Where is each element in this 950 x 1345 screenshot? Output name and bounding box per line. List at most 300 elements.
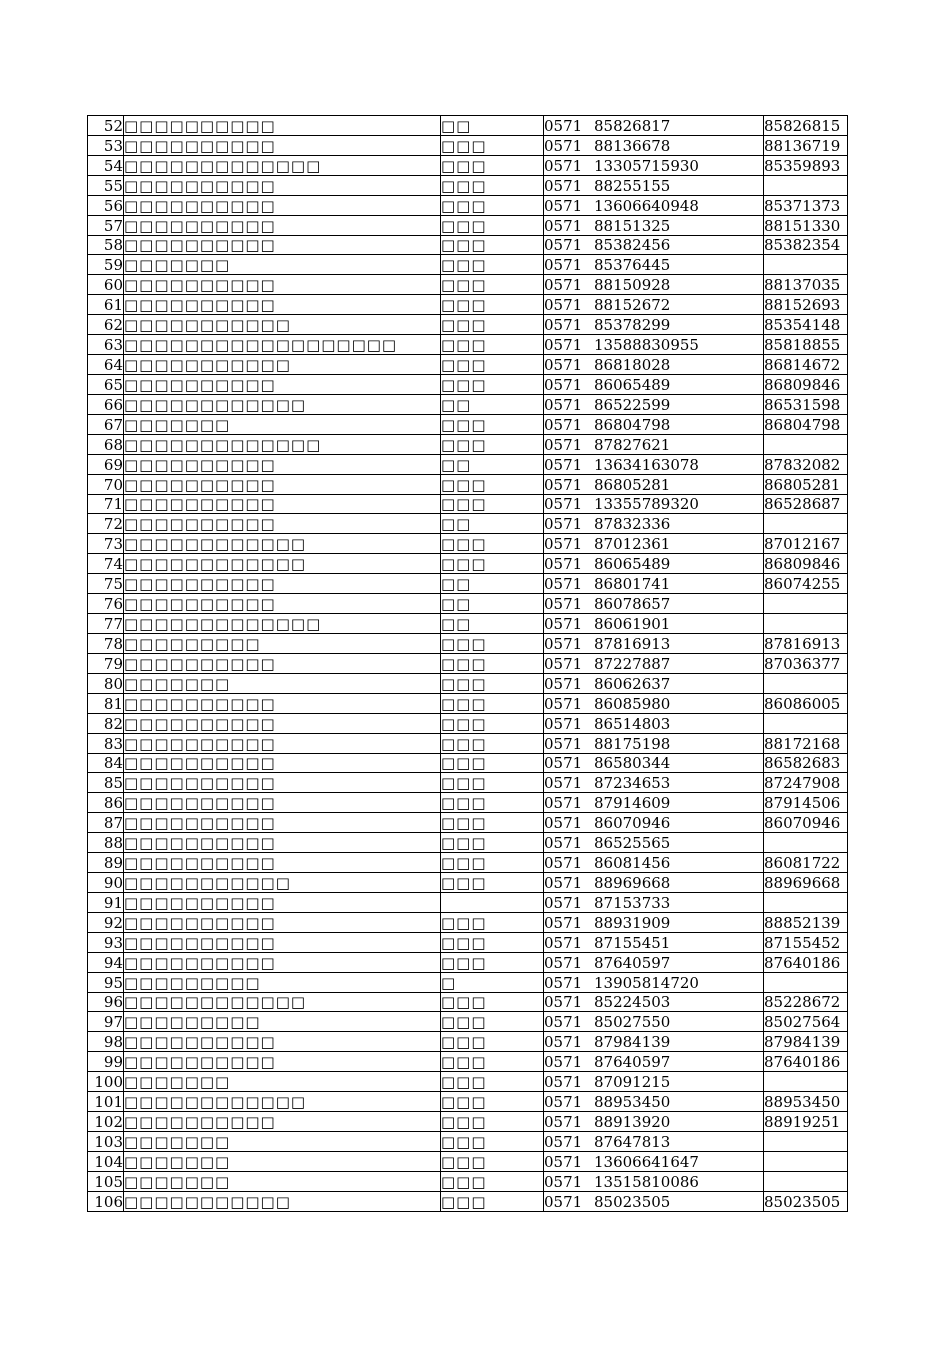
fax-number: 85354148 xyxy=(764,315,848,335)
contact-person: □□□ xyxy=(441,275,544,295)
phone-digits: 13905814720 xyxy=(594,973,699,992)
contact-person: □□ xyxy=(441,116,544,136)
fax-number xyxy=(764,892,848,912)
table-row xyxy=(88,155,848,175)
fax-number: 86531598 xyxy=(764,394,848,414)
table-row xyxy=(88,1112,848,1132)
phone-number xyxy=(544,295,764,315)
table-row xyxy=(88,275,848,295)
phone-number xyxy=(544,892,764,912)
fax-number xyxy=(764,833,848,853)
contact-person: □□□ xyxy=(441,673,544,693)
area-code: 0571 xyxy=(544,236,583,255)
phone-digits: 86580344 xyxy=(594,754,671,773)
area-code: 0571 xyxy=(544,973,583,992)
fax-number xyxy=(764,1072,848,1092)
area-code: 0571 xyxy=(544,854,583,873)
phone-digits: 86522599 xyxy=(594,395,671,414)
phone-number xyxy=(544,175,764,195)
phone-number xyxy=(544,514,764,534)
company-name: □□□□□□□□□□□□ xyxy=(124,394,441,414)
table-row xyxy=(88,534,848,554)
table-row xyxy=(88,474,848,494)
fax-number: 87914506 xyxy=(764,793,848,813)
row-number: 53 xyxy=(88,135,124,155)
phone-digits: 86805281 xyxy=(594,475,671,494)
area-code: 0571 xyxy=(544,196,583,215)
table-row xyxy=(88,434,848,454)
row-number: 94 xyxy=(88,952,124,972)
fax-number: 86528687 xyxy=(764,494,848,514)
contact-person: □□□ xyxy=(441,155,544,175)
phone-number xyxy=(544,1171,764,1191)
phone-digits: 86062637 xyxy=(594,674,671,693)
table-row xyxy=(88,753,848,773)
company-name: □□□□□□□□□□ xyxy=(124,773,441,793)
contact-person: □□□ xyxy=(441,1191,544,1211)
row-number: 98 xyxy=(88,1032,124,1052)
phone-digits: 88175198 xyxy=(594,734,671,753)
area-code: 0571 xyxy=(544,375,583,394)
row-number: 59 xyxy=(88,255,124,275)
company-name: □□□□□□□□□□ xyxy=(124,912,441,932)
area-code: 0571 xyxy=(544,475,583,494)
fax-number: 85382354 xyxy=(764,235,848,255)
fax-number: 88152693 xyxy=(764,295,848,315)
phone-number xyxy=(544,693,764,713)
phone-number xyxy=(544,793,764,813)
contact-person: □□□ xyxy=(441,1032,544,1052)
phone-digits: 85382456 xyxy=(594,236,671,255)
area-code: 0571 xyxy=(544,515,583,534)
contact-person: □□□ xyxy=(441,494,544,514)
contact-person: □□□ xyxy=(441,554,544,574)
table-row xyxy=(88,892,848,912)
table-row xyxy=(88,673,848,693)
phone-number xyxy=(544,713,764,733)
phone-digits: 85023505 xyxy=(594,1192,671,1211)
phone-number xyxy=(544,494,764,514)
phone-number xyxy=(544,454,764,474)
company-name: □□□□□□□□□□□□ xyxy=(124,534,441,554)
phone-digits: 86065489 xyxy=(594,555,671,574)
phone-number xyxy=(544,614,764,634)
table-row xyxy=(88,733,848,753)
fax-number: 86582683 xyxy=(764,753,848,773)
fax-number: 86804798 xyxy=(764,414,848,434)
area-code: 0571 xyxy=(544,1172,583,1191)
contact-person: □□□ xyxy=(441,633,544,653)
contact-person: □ xyxy=(441,972,544,992)
company-name: □□□□□□□□□□ xyxy=(124,892,441,912)
row-number: 105 xyxy=(88,1171,124,1191)
phone-digits: 86065489 xyxy=(594,375,671,394)
row-number: 64 xyxy=(88,355,124,375)
company-name: □□□□□□□□□□ xyxy=(124,693,441,713)
row-number: 71 xyxy=(88,494,124,514)
phone-number xyxy=(544,434,764,454)
contact-person: □□□ xyxy=(441,255,544,275)
fax-number: 88969668 xyxy=(764,873,848,893)
row-number: 78 xyxy=(88,633,124,653)
phone-digits: 88953450 xyxy=(594,1093,671,1112)
row-number: 102 xyxy=(88,1112,124,1132)
company-name: □□□□□□□□□□ xyxy=(124,275,441,295)
phone-digits: 87227887 xyxy=(594,654,671,673)
table-row xyxy=(88,1132,848,1152)
area-code: 0571 xyxy=(544,834,583,853)
phone-number xyxy=(544,474,764,494)
area-code: 0571 xyxy=(544,933,583,952)
company-name: □□□□□□□□□□ xyxy=(124,793,441,813)
area-code: 0571 xyxy=(544,794,583,813)
table-row xyxy=(88,912,848,932)
area-code: 0571 xyxy=(544,116,583,135)
contact-person: □□□ xyxy=(441,135,544,155)
contact-person: □□□ xyxy=(441,434,544,454)
table-row xyxy=(88,932,848,952)
contact-person: □□□ xyxy=(441,793,544,813)
contact-person: □□□ xyxy=(441,773,544,793)
area-code: 0571 xyxy=(544,774,583,793)
fax-number: 88919251 xyxy=(764,1112,848,1132)
phone-number xyxy=(544,1191,764,1211)
fax-number: 86814672 xyxy=(764,355,848,375)
contact-person: □□□ xyxy=(441,195,544,215)
row-number: 52 xyxy=(88,116,124,136)
table-row xyxy=(88,713,848,733)
row-number: 68 xyxy=(88,434,124,454)
area-code: 0571 xyxy=(544,1113,583,1132)
phone-number xyxy=(544,374,764,394)
fax-number: 87012167 xyxy=(764,534,848,554)
contact-person: □□□ xyxy=(441,1112,544,1132)
row-number: 97 xyxy=(88,1012,124,1032)
phone-digits: 85378299 xyxy=(594,316,671,335)
table-row xyxy=(88,315,848,335)
area-code: 0571 xyxy=(544,1152,583,1171)
phone-digits: 87153733 xyxy=(594,893,671,912)
row-number: 101 xyxy=(88,1092,124,1112)
area-code: 0571 xyxy=(544,216,583,235)
table-row xyxy=(88,793,848,813)
company-name: □□□□□□□ xyxy=(124,414,441,434)
company-name: □□□□□□□□□□ xyxy=(124,753,441,773)
table-row xyxy=(88,135,848,155)
company-name: □□□□□□□□□□ xyxy=(124,574,441,594)
fax-number xyxy=(764,175,848,195)
company-name: □□□□□□□ xyxy=(124,255,441,275)
phone-digits: 88151325 xyxy=(594,216,671,235)
area-code: 0571 xyxy=(544,953,583,972)
fax-number: 87832082 xyxy=(764,454,848,474)
area-code: 0571 xyxy=(544,754,583,773)
company-name: □□□□□□□□□□□□□□□□□□ xyxy=(124,335,441,355)
table-row xyxy=(88,116,848,136)
company-name: □□□□□□□□□□ xyxy=(124,733,441,753)
row-number: 93 xyxy=(88,932,124,952)
contact-person: □□□ xyxy=(441,374,544,394)
table-row xyxy=(88,1032,848,1052)
row-number: 54 xyxy=(88,155,124,175)
table-row xyxy=(88,594,848,614)
row-number: 88 xyxy=(88,833,124,853)
table-row xyxy=(88,992,848,1012)
company-name: □□□□□□□□□□ xyxy=(124,215,441,235)
phone-number xyxy=(544,554,764,574)
phone-number xyxy=(544,116,764,136)
phone-digits: 87827621 xyxy=(594,435,671,454)
table-row xyxy=(88,414,848,434)
area-code: 0571 xyxy=(544,1192,583,1211)
area-code: 0571 xyxy=(544,893,583,912)
contact-person: □□□ xyxy=(441,215,544,235)
fax-number xyxy=(764,673,848,693)
phone-number xyxy=(544,853,764,873)
table-row xyxy=(88,633,848,653)
fax-number: 87640186 xyxy=(764,1052,848,1072)
phone-number xyxy=(544,912,764,932)
company-name: □□□□□□□ xyxy=(124,1151,441,1171)
phone-digits: 86085980 xyxy=(594,694,671,713)
contact-person: □□ xyxy=(441,454,544,474)
table-row xyxy=(88,1052,848,1072)
phone-digits: 86081456 xyxy=(594,854,671,873)
phone-number xyxy=(544,315,764,335)
table-row xyxy=(88,215,848,235)
phone-digits: 87914609 xyxy=(594,794,671,813)
contact-person: □□□ xyxy=(441,932,544,952)
contact-person: □□□ xyxy=(441,235,544,255)
company-name: □□□□□□□□□ xyxy=(124,633,441,653)
row-number: 74 xyxy=(88,554,124,574)
phone-digits: 13588830955 xyxy=(594,336,699,355)
contact-person xyxy=(441,892,544,912)
row-number: 90 xyxy=(88,873,124,893)
phone-number xyxy=(544,335,764,355)
table-row xyxy=(88,853,848,873)
fax-number: 86086005 xyxy=(764,693,848,713)
phone-digits: 87155451 xyxy=(594,933,671,952)
company-name: □□□□□□□□□□ xyxy=(124,952,441,972)
phone-digits: 86061901 xyxy=(594,614,671,633)
phone-number xyxy=(544,355,764,375)
area-code: 0571 xyxy=(544,913,583,932)
area-code: 0571 xyxy=(544,316,583,335)
contact-person: □□□ xyxy=(441,474,544,494)
phone-number xyxy=(544,1012,764,1032)
phone-number xyxy=(544,235,764,255)
phone-number xyxy=(544,394,764,414)
fax-number: 86081722 xyxy=(764,853,848,873)
area-code: 0571 xyxy=(544,176,583,195)
contact-person: □□□ xyxy=(441,1171,544,1191)
area-code: 0571 xyxy=(544,535,583,554)
phone-number xyxy=(544,833,764,853)
phone-number xyxy=(544,813,764,833)
table-row xyxy=(88,1072,848,1092)
phone-digits: 88931909 xyxy=(594,913,671,932)
company-name: □□□□□□□□□□ xyxy=(124,454,441,474)
area-code: 0571 xyxy=(544,634,583,653)
table-row xyxy=(88,1151,848,1171)
area-code: 0571 xyxy=(544,714,583,733)
phone-digits: 13606641647 xyxy=(594,1152,699,1171)
contact-person: □□□ xyxy=(441,1151,544,1171)
row-number: 95 xyxy=(88,972,124,992)
fax-number: 85826815 xyxy=(764,116,848,136)
fax-number xyxy=(764,1171,848,1191)
phone-number xyxy=(544,574,764,594)
row-number: 92 xyxy=(88,912,124,932)
area-code: 0571 xyxy=(544,993,583,1012)
fax-number: 85027564 xyxy=(764,1012,848,1032)
phone-number xyxy=(544,1072,764,1092)
area-code: 0571 xyxy=(544,873,583,892)
table-row xyxy=(88,1171,848,1191)
phone-digits: 85826817 xyxy=(594,116,671,135)
company-name: □□□□□□□□□ xyxy=(124,1012,441,1032)
table-row xyxy=(88,454,848,474)
phone-digits: 13355789320 xyxy=(594,495,699,514)
area-code: 0571 xyxy=(544,156,583,175)
fax-number: 85818855 xyxy=(764,335,848,355)
row-number: 84 xyxy=(88,753,124,773)
phone-number xyxy=(544,1112,764,1132)
phone-number xyxy=(544,195,764,215)
contact-person: □□ xyxy=(441,514,544,534)
phone-digits: 88913920 xyxy=(594,1113,671,1132)
company-name: □□□□□□□ xyxy=(124,673,441,693)
phone-digits: 87091215 xyxy=(594,1073,671,1092)
fax-number: 86805281 xyxy=(764,474,848,494)
contact-person: □□□ xyxy=(441,693,544,713)
phone-number xyxy=(544,733,764,753)
phone-digits: 85376445 xyxy=(594,256,671,275)
area-code: 0571 xyxy=(544,595,583,614)
table-row xyxy=(88,175,848,195)
phone-number xyxy=(544,1151,764,1171)
fax-number: 87816913 xyxy=(764,633,848,653)
company-name: □□□□□□□ xyxy=(124,1072,441,1092)
contact-person: □□□ xyxy=(441,1052,544,1072)
phone-digits: 86525565 xyxy=(594,834,671,853)
table-row xyxy=(88,693,848,713)
area-code: 0571 xyxy=(544,1053,583,1072)
fax-number: 85228672 xyxy=(764,992,848,1012)
area-code: 0571 xyxy=(544,1073,583,1092)
table-row xyxy=(88,972,848,992)
fax-number xyxy=(764,514,848,534)
area-code: 0571 xyxy=(544,336,583,355)
phone-number xyxy=(544,972,764,992)
fax-number: 88953450 xyxy=(764,1092,848,1112)
row-number: 89 xyxy=(88,853,124,873)
phone-number xyxy=(544,1052,764,1072)
row-number: 82 xyxy=(88,713,124,733)
phone-digits: 87647813 xyxy=(594,1132,671,1151)
company-name: □□□□□□□□□□ xyxy=(124,932,441,952)
row-number: 100 xyxy=(88,1072,124,1092)
fax-number xyxy=(764,614,848,634)
phone-number xyxy=(544,633,764,653)
phone-number xyxy=(544,653,764,673)
contact-person: □□□ xyxy=(441,1092,544,1112)
company-name: □□□□□□□□□□ xyxy=(124,594,441,614)
contact-person: □□ xyxy=(441,594,544,614)
contact-person: □□□ xyxy=(441,753,544,773)
contact-person: □□ xyxy=(441,614,544,634)
contact-person: □□ xyxy=(441,574,544,594)
phone-number xyxy=(544,1132,764,1152)
fax-number: 86070946 xyxy=(764,813,848,833)
phone-digits: 87234653 xyxy=(594,774,671,793)
phone-number xyxy=(544,594,764,614)
table-row xyxy=(88,1191,848,1211)
fax-number: 87155452 xyxy=(764,932,848,952)
phone-digits: 85224503 xyxy=(594,993,671,1012)
table-row xyxy=(88,235,848,255)
contact-person: □□□ xyxy=(441,833,544,853)
fax-number: 87036377 xyxy=(764,653,848,673)
table-row xyxy=(88,554,848,574)
phone-number xyxy=(544,215,764,235)
area-code: 0571 xyxy=(544,1093,583,1112)
contact-person: □□□ xyxy=(441,733,544,753)
phone-number xyxy=(544,873,764,893)
area-code: 0571 xyxy=(544,296,583,315)
phone-digits: 13634163078 xyxy=(594,455,699,474)
company-name: □□□□□□□□□□□□ xyxy=(124,992,441,1012)
company-name: □□□□□□□□□□ xyxy=(124,1052,441,1072)
company-name: □□□□□□□□□□ xyxy=(124,116,441,136)
table-row xyxy=(88,833,848,853)
row-number: 63 xyxy=(88,335,124,355)
contact-person: □□ xyxy=(441,394,544,414)
fax-number xyxy=(764,972,848,992)
contact-person: □□□ xyxy=(441,952,544,972)
contact-table xyxy=(87,115,848,1212)
contact-person: □□□ xyxy=(441,813,544,833)
company-name: □□□□□□□□□□ xyxy=(124,1032,441,1052)
area-code: 0571 xyxy=(544,1132,583,1151)
company-name: □□□□□□□□□ xyxy=(124,972,441,992)
row-number: 80 xyxy=(88,673,124,693)
fax-number: 85359893 xyxy=(764,155,848,175)
table-row xyxy=(88,255,848,275)
phone-digits: 86078657 xyxy=(594,595,671,614)
fax-number xyxy=(764,713,848,733)
company-name: □□□□□□□□□□ xyxy=(124,195,441,215)
area-code: 0571 xyxy=(544,256,583,275)
phone-number xyxy=(544,255,764,275)
row-number: 77 xyxy=(88,614,124,634)
area-code: 0571 xyxy=(544,674,583,693)
phone-number xyxy=(544,275,764,295)
contact-person: □□□ xyxy=(441,1132,544,1152)
contact-person: □□□ xyxy=(441,912,544,932)
table-body xyxy=(88,116,848,1212)
row-number: 55 xyxy=(88,175,124,195)
contact-person: □□□ xyxy=(441,534,544,554)
company-name: □□□□□□□□□□ xyxy=(124,833,441,853)
company-name: □□□□□□□□□□ xyxy=(124,713,441,733)
area-code: 0571 xyxy=(544,694,583,713)
area-code: 0571 xyxy=(544,814,583,833)
fax-number: 88852139 xyxy=(764,912,848,932)
company-name: □□□□□□□ xyxy=(124,1132,441,1152)
phone-number xyxy=(544,1092,764,1112)
